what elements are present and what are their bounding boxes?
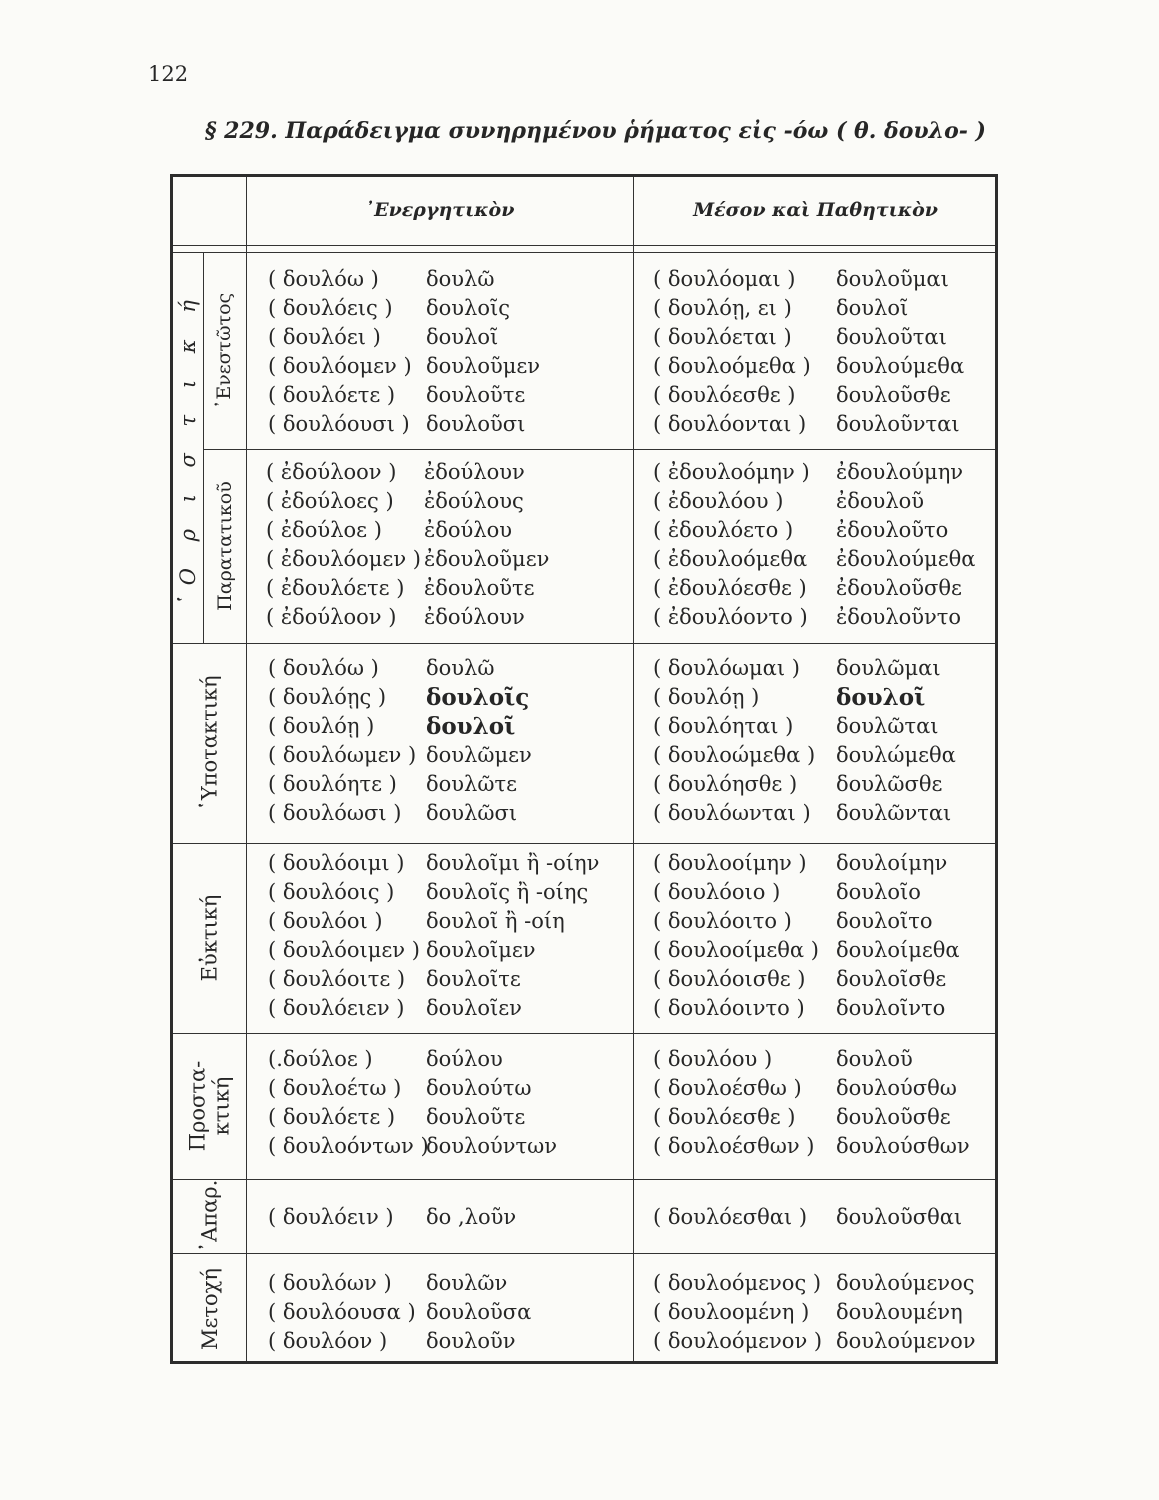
base-form: ( δουλόωσι ) (268, 801, 402, 825)
contracted-form: δουλοῖς (426, 296, 510, 320)
base-form: ( δουλόεις ) (268, 296, 393, 320)
imperfect-tense-label: Παρατατικοῦ (213, 481, 236, 611)
base-form: ( ἐδούλοον ) (266, 605, 397, 629)
contracted-form: δουλῶ (426, 656, 495, 680)
base-form: ( δουλόονται ) (653, 412, 807, 436)
base-form: ( ἐδουλοόμην ) (653, 460, 810, 484)
base-form: ( ἐδούλοον ) (266, 460, 397, 484)
base-form: ( δουλοοίμεθα ) (653, 938, 819, 962)
contracted-form: δουλώμεθα (836, 743, 956, 767)
base-form: ( ἐδουλόου ) (653, 489, 784, 513)
contracted-form: δουλοῖντο (836, 996, 946, 1020)
base-form: ( δουλοώμεθα ) (653, 743, 816, 767)
contracted-form: δουλοῖ (836, 296, 909, 320)
contracted-form: δουλῶν (426, 1271, 508, 1295)
contracted-form: δουλούμεθα (836, 354, 965, 378)
base-form: ( δουλόῃς ) (268, 685, 387, 709)
base-form: ( δουλόον ) (268, 1329, 388, 1353)
base-form: ( ἐδούλοε ) (266, 518, 382, 542)
base-form: ( δουλόωνται ) (653, 801, 811, 825)
base-form: ( δουλοέσθων ) (653, 1134, 815, 1158)
infinitive-label: ᾿Απαρ. (197, 1179, 222, 1253)
contracted-form: δουλούσθω (836, 1076, 957, 1100)
rule (173, 1253, 995, 1254)
contracted-form: ἐδουλοῦτο (836, 518, 949, 542)
rule (173, 843, 995, 844)
page-number: 122 (148, 62, 189, 86)
contracted-form: ἐδούλου (424, 518, 513, 542)
base-form: ( ἐδουλοόμεθα (653, 547, 808, 571)
contracted-form: δουλοῦμαι (836, 267, 949, 291)
rule (633, 177, 634, 1361)
base-form: ( δουλόω ) (268, 656, 379, 680)
contracted-form: δουλούμενος (836, 1271, 975, 1295)
participle-label: Μετοχή (197, 1267, 222, 1350)
contracted-form: δουλοῖμεν (426, 938, 536, 962)
base-form: ( δουλοόμεθα ) (653, 354, 811, 378)
base-form: ( δουλόηται ) (653, 714, 794, 738)
contracted-form: δουλοῖ (426, 325, 499, 349)
contracted-form: δουλοῖς ἢ -οίης (426, 880, 589, 904)
contracted-form: δουλοῦτε (426, 383, 526, 407)
contracted-form: δουλούντων (426, 1134, 558, 1158)
base-form: ( δουλόοιμι ) (268, 851, 405, 875)
base-form: ( δουλοέσθω ) (653, 1076, 802, 1100)
base-form: ( δουλόομαι ) (653, 267, 796, 291)
base-form: ( δουλόουσι ) (268, 412, 410, 436)
base-form: ( ἐδουλόεσθε ) (653, 576, 807, 600)
base-form: ( δουλόεται ) (653, 325, 792, 349)
contracted-form: δουλοῖο (836, 880, 921, 904)
contracted-form: ἐδούλους (424, 489, 524, 513)
contracted-form: δουλοῖμι ἢ -οίην (426, 851, 600, 875)
contracted-form: δουλῶνται (836, 801, 952, 825)
rule (203, 449, 995, 450)
page-title: § 229. Παράδειγμα συνηρημένου ῥήματος εἰς -όω ( θ. δουλο- ) (205, 118, 986, 144)
contracted-form: ἐδούλουν (424, 460, 525, 484)
contracted-form: ἐδουλοῦσθε (836, 576, 962, 600)
base-form: ( δουλόων ) (268, 1271, 392, 1295)
base-form: (.δούλοε ) (268, 1047, 373, 1071)
rule (173, 643, 995, 644)
contracted-form: δουλοῦν (426, 1329, 516, 1353)
base-form: ( δουλόετε ) (268, 1105, 396, 1129)
base-form: ( δουλόοι ) (268, 909, 383, 933)
rule (173, 1033, 995, 1034)
contracted-form: δουλοῦσθε (836, 383, 951, 407)
base-form: ( δουλόοιντο ) (653, 996, 805, 1020)
indicative-label: ῾Ο ρ ι σ τ ι κ ή (176, 289, 200, 606)
base-form: ( δουλοόμενος ) (653, 1271, 822, 1295)
imperative-label: Προστα- κτική (185, 1060, 234, 1152)
contracted-form: δουλοῦσα (426, 1300, 532, 1324)
rule (246, 177, 247, 1361)
contracted-form: δουλοῦται (836, 325, 947, 349)
base-form: ( δουλόομεν ) (268, 354, 412, 378)
active-voice-header: ᾿Ενεργητικὸν (364, 199, 515, 221)
base-form: ( δουλόοισθε ) (653, 967, 806, 991)
contracted-form: ἐδούλουν (424, 605, 525, 629)
rule (173, 245, 995, 246)
base-form: ( δουλόεσθαι ) (653, 1205, 808, 1229)
base-form: ( ἐδουλόετε ) (266, 576, 405, 600)
contracted-form: δουλῶμαι (836, 656, 941, 680)
base-form: ( δουλόησθε ) (653, 772, 798, 796)
base-form: ( δουλοέτω ) (268, 1076, 402, 1100)
contracted-form: ἐδουλοῦντο (836, 605, 962, 629)
contracted-form: ἐδουλοῦ (836, 489, 925, 513)
base-form: ( δουλόετε ) (268, 383, 396, 407)
base-form: ( δουλόειν ) (268, 1205, 394, 1229)
contracted-form: ἐδουλοῦτε (424, 576, 535, 600)
conjugation-table (170, 174, 998, 1364)
contracted-form: δουλοῦ (836, 1047, 913, 1071)
contracted-form: δουλοῦνται (836, 412, 960, 436)
contracted-form: δουλοῖτο (836, 909, 933, 933)
contracted-form: ἐδουλούμεθα (836, 547, 976, 571)
base-form: ( δουλόῃ, ει ) (653, 296, 792, 320)
base-form: ( ἐδουλόομεν ) (266, 547, 421, 571)
contracted-form: δουλούσθων (836, 1134, 970, 1158)
base-form: ( δουλοοίμην ) (653, 851, 807, 875)
base-form: ( δουλοόμενον ) (653, 1329, 823, 1353)
contracted-form: δουλούμενον (836, 1329, 976, 1353)
contracted-form: δουλοῖ (426, 713, 516, 740)
base-form: ( ἐδουλόετο ) (653, 518, 794, 542)
base-form: ( δουλόωμεν ) (268, 743, 417, 767)
base-form: ( δουλόοιμεν ) (268, 938, 420, 962)
base-form: ( δουλόητε ) (268, 772, 397, 796)
contracted-form: δουλῶται (836, 714, 939, 738)
base-form: ( ἐδούλοες ) (266, 489, 394, 513)
base-form: ( δουλόειεν ) (268, 996, 405, 1020)
contracted-form: δουλῶσι (426, 801, 518, 825)
base-form: ( δουλόεσθε ) (653, 1105, 796, 1129)
base-form: ( δουλόου ) (653, 1047, 773, 1071)
base-form: ( δουλόοις ) (268, 880, 395, 904)
contracted-form: δουλοῖεν (426, 996, 522, 1020)
contracted-form: δουλῶ (426, 267, 495, 291)
rule (173, 252, 995, 253)
contracted-form: δουλοῦτε (426, 1105, 526, 1129)
contracted-form: δουλοῖσθε (836, 967, 947, 991)
contracted-form: δουλῶτε (426, 772, 517, 796)
base-form: ( δουλόοιο ) (653, 880, 781, 904)
base-form: ( δουλόω ) (268, 267, 379, 291)
contracted-form: ἐδουλοῦμεν (424, 547, 550, 571)
base-form: ( δουλόουσα ) (268, 1300, 416, 1324)
contracted-form: δουλοῦσθαι (836, 1205, 963, 1229)
contracted-form: δουλοῖτε (426, 967, 521, 991)
base-form: ( δουλόεσθε ) (653, 383, 796, 407)
contracted-form: δουλοῦμεν (426, 354, 541, 378)
base-form: ( δουλοομένη ) (653, 1300, 810, 1324)
base-form: ( δουλόωμαι ) (653, 656, 800, 680)
present-tense-label: ᾿Ενεστῶτος (213, 292, 236, 409)
contracted-form: δουλῶσθε (836, 772, 943, 796)
contracted-form: δουλοίμεθα (836, 938, 960, 962)
middle-voice-header: Μέσον καὶ Παθητικὸν (693, 199, 938, 221)
contracted-form: δουλοῦσθε (836, 1105, 951, 1129)
contracted-form: ἐδουλούμην (836, 460, 964, 484)
contracted-form: δουλοῦσι (426, 412, 526, 436)
subjunctive-label: ῾Υποτακτική (197, 675, 222, 811)
base-form: ( ἐδουλόοντο ) (653, 605, 808, 629)
base-form: ( δουλόοιτε ) (268, 967, 406, 991)
contracted-form: δούλου (426, 1047, 503, 1071)
contracted-form: δουλοίμην (836, 851, 948, 875)
optative-label: Εὐκτική (197, 894, 222, 982)
contracted-form: δουλοῖ (836, 684, 926, 711)
contracted-form: δουλούτω (426, 1076, 532, 1100)
base-form: ( δουλόῃ ) (268, 714, 375, 738)
base-form: ( δουλόοιτο ) (653, 909, 792, 933)
rule (173, 1179, 995, 1180)
base-form: ( δουλοόντων ) (268, 1134, 429, 1158)
base-form: ( δουλόει ) (268, 325, 381, 349)
contracted-form: δουλῶμεν (426, 743, 532, 767)
contracted-form: δουλουμένη (836, 1300, 963, 1324)
contracted-form: δουλοῖς (426, 684, 530, 711)
contracted-form: δο ,λοῦν (426, 1205, 517, 1229)
contracted-form: δουλοῖ ἢ -οίη (426, 909, 565, 933)
base-form: ( δουλόῃ ) (653, 685, 760, 709)
